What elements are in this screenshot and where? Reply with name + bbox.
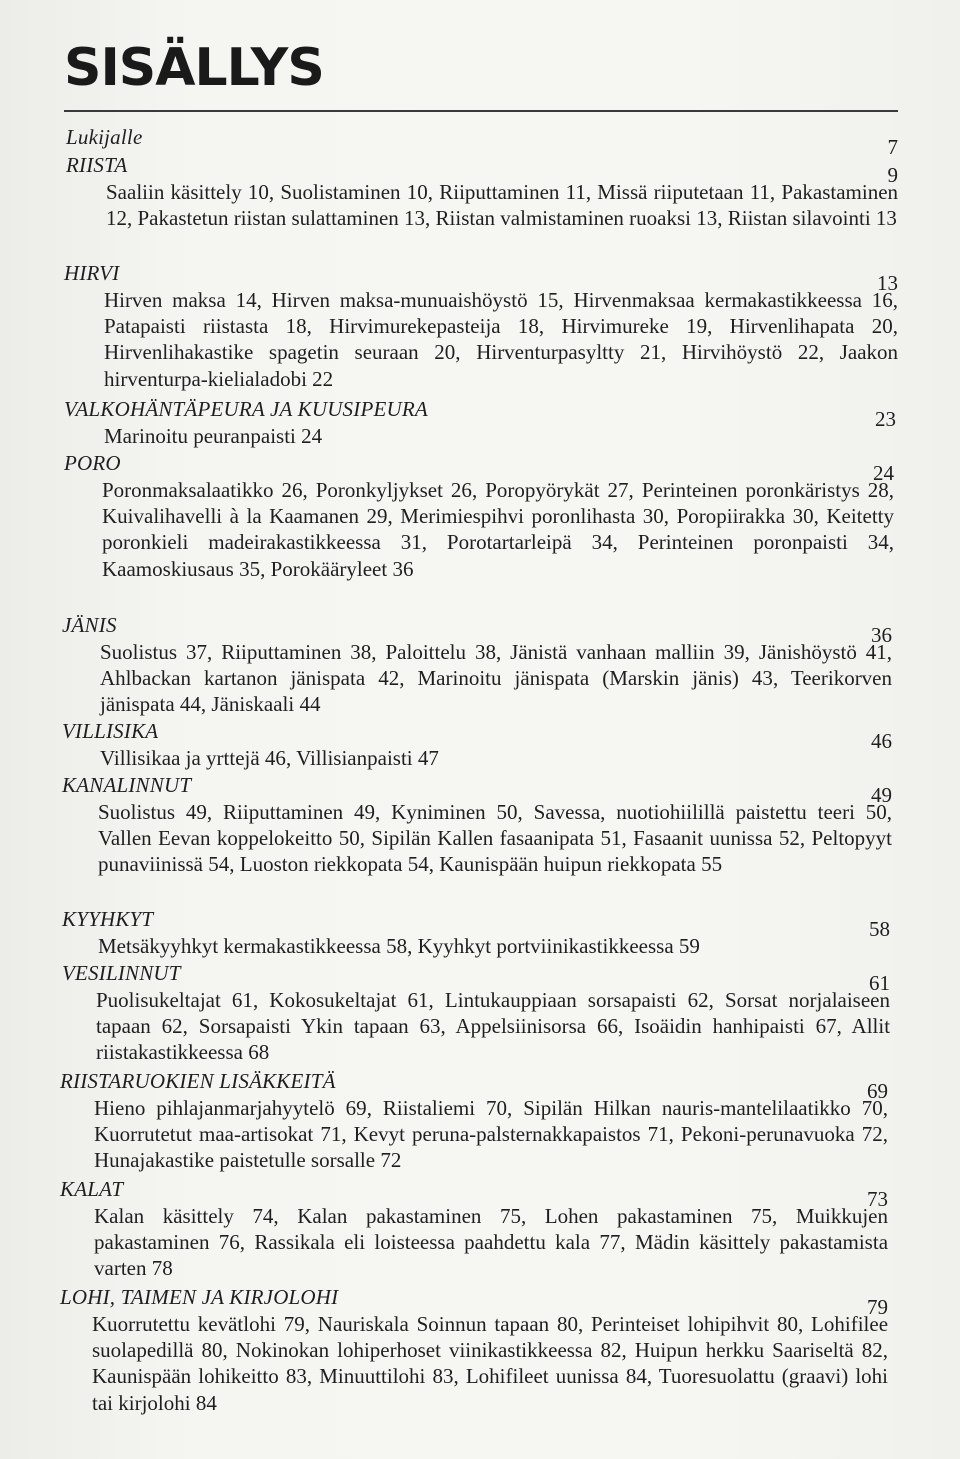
section-page-number: 46 [871, 729, 892, 753]
toc-entry: Hirvimureke 19 [561, 314, 708, 339]
toc-entry: Suolistus 37 [100, 640, 207, 664]
toc-section-heading [0, 612, 960, 647]
toc-entry: Isoäidin hanhipaisti 67 [634, 1014, 837, 1039]
toc-entry: Muikkujen pakastaminen 76 [94, 1204, 888, 1255]
section-entries: Hirven maksa 14, Hirven maksa-munuaishöystö 15, Hirvenmaksaa kermakastikkeessa 16, Patapaisti riistasta 18, Hirvimurekepasteija 18, Hirvimureke 19, Hirvenlihapata 20, Hirvenlihakastike spagetin seuraan 20, Hirventurpasyltty 21, Hirvihöystö 22, Jaakon hirventurpa-kielialadobi 22 [104, 288, 899, 391]
toc-entry: Keitetty poronkieli madeirakastikkeessa 31 [102, 504, 895, 555]
toc-entry: Fasaanit uunissa 52 [633, 826, 800, 851]
toc-entry: Vallen Eevan koppelokeitto 50 [98, 826, 360, 851]
section-title: KANALINNUT [62, 773, 192, 797]
section-title: VILLISIKA [62, 719, 159, 743]
section-title: Lukijalle [66, 125, 143, 149]
toc-entry: Ahlbackan kartanon jänispata 42 [100, 666, 400, 691]
toc-entry: Puolisukeltajat 61 [96, 988, 253, 1012]
toc-entry: Kevyt peruna-palsternakkapaistos 71 [353, 1122, 669, 1147]
section-entries: Villisikaa ja yrttejä 46, Villisianpaisti 47 [100, 746, 439, 770]
toc-entry: Kuorrutettu kevätlohi 79 [92, 1312, 305, 1336]
toc-entry: Riistan silavointi 13 [727, 206, 897, 231]
section-title: VALKOHÄNTÄPEURA JA KUUSIPEURA [64, 397, 428, 421]
toc-section [0, 718, 960, 771]
section-title: KYYHKYT [62, 907, 154, 931]
toc-section-heading [0, 772, 960, 807]
section-page-number: 73 [867, 1187, 888, 1211]
toc-section [0, 960, 960, 1066]
toc-section [0, 1176, 960, 1282]
toc-section-heading [0, 450, 960, 485]
toc-entry: Hieno pihlajanmarjahyytelö 69 [94, 1096, 367, 1120]
toc-entry: Kyniminen 50 [391, 800, 518, 824]
section-page-number: 7 [887, 135, 898, 159]
toc-section [0, 1284, 960, 1416]
toc-entry: Hirven maksa 14 [104, 288, 257, 312]
section-page-number: 58 [869, 917, 890, 941]
toc-entry: Sorsat norjalaiseen tapaan 62 [96, 988, 890, 1039]
section-entries: Poronmaksalaatikko 26, Poronkyljykset 26, Poropyörykät 27, Perinteinen poronkäristys 28, Kuivalihavelli à la Kaamanen 29, Merimiespihvi poronlihasta 30, Poropiirakka 30, Keitetty poronkieli madeirakastikkeessa 31, Porotartarleipä 34, Perinteinen poronpaisti 34, Kaamoskiusaus 35, Porokääryleet 36 [102, 478, 895, 581]
title-rule [64, 110, 898, 112]
page-title: SISÄLLYS [64, 38, 324, 98]
toc-entry: Hirvihöystö 22 [681, 340, 819, 365]
section-page-number: 49 [871, 783, 892, 807]
toc-entry: Hirvimurekepasteija 18 [329, 314, 539, 339]
toc-entry: Lohifileet uunissa 84 [465, 1364, 647, 1389]
toc-entry: Hirvenlihakastike spagetin seuraan 20 [104, 340, 456, 365]
toc-entry: Jaakon hirventurpa-kielialadobi 22 [104, 340, 899, 391]
toc-section-heading [0, 906, 960, 941]
toc-entry: Lohen pakastaminen 75 [544, 1204, 773, 1228]
toc-entry: Luoston riekkopata 54 [239, 852, 429, 877]
toc-entry: Tuoresuolattu (graavi) lohi tai kirjolohi 84 [92, 1364, 889, 1415]
toc-section [0, 124, 960, 159]
toc-entry: Villisikaa ja yrttejä 46 [100, 746, 286, 770]
section-entries: Metsäkyyhkyt kermakastikkeessa 58, Kyyhkyt portviinikastikkeessa 59 [98, 934, 700, 958]
section-title: JÄNIS [62, 613, 117, 637]
toc-entry: Merimiespihvi poronlihasta 30 [400, 504, 664, 529]
toc-entry: Kaunispään huipun riekkopata 55 [439, 852, 723, 877]
toc-entry: Hirvenlihapata 20 [729, 314, 893, 339]
toc-entry: Kaunispään lohikeitto 83 [92, 1364, 307, 1389]
toc-entry: Porotartarleipä 34 [446, 530, 613, 555]
toc-entry: Kuorrutetut maa-artisokat 71 [94, 1122, 342, 1147]
toc-entry: Lintukauppiaan sorsapaisti 62 [444, 988, 709, 1012]
toc-entry: Suolistus 49 [98, 800, 207, 824]
toc-entry: Hirven maksa-munuaishöystö 15 [271, 288, 559, 312]
toc-entry: Appelsiinisorsa 66 [455, 1014, 618, 1039]
toc-entry: Metsäkyyhkyt kermakastikkeessa 58 [98, 934, 408, 958]
toc-entry: Pekoni-perunavuoka 72 [680, 1122, 883, 1147]
toc-entry: Pakastaminen 12 [106, 180, 899, 231]
toc-entry: Teerikorven jänispata 44 [100, 666, 893, 717]
toc-entry: Allit riistakastikkeessa 68 [96, 1014, 891, 1065]
toc-entry: Kalan pakastaminen 75 [297, 1204, 521, 1228]
toc-entry: Rassikala eli loisteessa paahdettu kala 77 [254, 1230, 621, 1255]
toc-entry: Sipilän Kallen fasaanipata 51 [371, 826, 622, 851]
section-page-number: 9 [887, 163, 898, 187]
toc-entry: Kaamoskiusaus 35 [102, 556, 261, 581]
section-entries: Kalan käsittely 74, Kalan pakastaminen 75, Lohen pakastaminen 75, Muikkujen pakastaminen 76, Rassikala eli loisteessa paahdettu kala 77, Mädin käsittely pakastamista varten 78 [94, 1204, 889, 1281]
toc-entry: Hunajakastike paistetulle sorsalle 72 [94, 1148, 402, 1173]
toc-entry: Minuuttilohi 83 [319, 1364, 454, 1389]
toc-section-heading [0, 1176, 960, 1211]
section-entries: Hieno pihlajanmarjahyytelö 69, Riistaliemi 70, Sipilän Hilkan nauris-mantelilaatikko 70, Kuorrutetut maa-artisokat 71, Kevyt peruna-palsternakkapaistos 71, Pekoni-perunavuoka 72, Hunajakastike paistetulle sorsalle 72 [94, 1096, 888, 1173]
toc-section-heading [0, 1284, 960, 1319]
toc-entry: Riiputtaminen 11 [439, 180, 586, 204]
toc-entry: Perinteinen poronpaisti 34 [637, 530, 889, 555]
section-page-number: 69 [867, 1079, 888, 1103]
toc-section-heading [0, 960, 960, 995]
toc-entry: Perinteinen poronkäristys 28 [641, 478, 889, 502]
toc-entry: Missä riiputetaan 11 [597, 180, 770, 204]
section-title: LOHI, TAIMEN JA KIRJOLOHI [60, 1285, 339, 1309]
toc-section-heading [0, 396, 960, 431]
section-title: RIISTA [66, 153, 128, 177]
toc-entry: Patapaisti riistasta 18 [104, 314, 307, 339]
toc-entry: Riiputtaminen 49 [223, 800, 376, 824]
toc-section-heading [0, 718, 960, 753]
toc-entry: Jänistä vanhaan malliin 39 [510, 640, 745, 664]
toc-entry: Pakastetun riistan sulattaminen 13 [137, 206, 426, 231]
section-page-number: 79 [867, 1295, 888, 1319]
toc-entry: Sorsapaisti Ykin tapaan 63 [198, 1014, 441, 1039]
toc-entry: Hirvenmaksaa kermakastikkeessa 16 [573, 288, 893, 312]
section-title: KALAT [60, 1177, 124, 1201]
toc-section-heading [0, 1068, 960, 1103]
toc-entry: Jäniskaali 44 [211, 692, 321, 717]
section-entries [104, 423, 896, 449]
toc-entry: Nokinokan lohiperhoset viinikastikkeessa 82 [235, 1338, 622, 1363]
toc-entry: Villisianpaisti 47 [296, 746, 439, 770]
toc-entry: Sipilän Hilkan nauris-mantelilaatikko 70 [523, 1096, 883, 1120]
toc-section-heading [0, 124, 960, 159]
toc-entry: Paloittelu 38 [385, 640, 496, 664]
toc-entry: Marinoitu peuranpaisti 24 [104, 424, 323, 448]
toc-entry: Kyyhkyt portviinikastikkeessa 59 [417, 934, 700, 958]
toc-entry: Jänishöystö 41 [758, 640, 887, 664]
toc-entry: Riistaliemi 70 [382, 1096, 508, 1120]
toc-entry: Riistan valmistaminen ruoaksi 13 [435, 206, 718, 231]
toc-entry: Lohifilee suolapedillä 80 [92, 1312, 889, 1363]
toc-entry: Poronkyljykset 26 [315, 478, 472, 502]
toc-entry: Peltopyyt punaviinissä 54 [98, 826, 893, 877]
section-title: PORO [64, 451, 121, 475]
toc-entry: Kokosukeltajat 61 [269, 988, 429, 1012]
toc-entry: Marinoitu jänispata (Marskin jänis) 43 [417, 666, 773, 691]
toc-entry: Porokääryleet 36 [270, 556, 414, 581]
toc-section-heading [0, 152, 960, 187]
toc-section-heading [0, 260, 960, 295]
toc-entry: Saaliin käsittely 10 [106, 180, 269, 204]
toc-entry: Hirventurpasyltty 21 [476, 340, 661, 365]
section-title: HIRVI [64, 261, 120, 285]
section-entries: Saaliin käsittely 10, Suolistaminen 10, Riiputtaminen 11, Missä riiputetaan 11, Pakastaminen 12, Pakastetun riistan sulattaminen 13, Riistan valmistaminen ruoaksi 13, Riistan silavointi 13 [106, 180, 899, 231]
toc-section [0, 450, 960, 582]
toc-section [0, 612, 960, 718]
toc-entry: Kalan käsittely 74 [94, 1204, 274, 1228]
section-title: RIISTARUOKIEN LISÄKKEITÄ [60, 1069, 336, 1093]
section-page-number: 24 [873, 461, 894, 485]
toc-entry: Poropiirakka 30 [676, 504, 814, 529]
toc-entry: Mädin käsittely pakastamista varten 78 [94, 1230, 889, 1281]
toc-section [0, 772, 960, 878]
section-entries: Suolistus 37, Riiputtaminen 38, Paloittelu 38, Jänistä vanhaan malliin 39, Jänishöystö 41, Ahlbackan kartanon jänispata 42, Marinoitu jänispata (Marskin jänis) 43, Teerikorven jänispata 44, Jäniskaali 44 [100, 640, 893, 717]
toc-entry: Poronmaksalaatikko 26 [102, 478, 303, 502]
section-page-number: 23 [875, 407, 896, 431]
toc-entry: Savessa, nuotiohiilillä paistettu teeri 50 [533, 800, 887, 824]
section-entries: Kuorrutettu kevätlohi 79, Nauriskala Soinnun tapaan 80, Perinteiset lohipihvit 80, Lohifilee suolapedillä 80, Nokinokan lohiperhoset viinikastikkeessa 82, Huipun herkku Saariseltä 82, Kaunispään lohikeitto 83, Minuuttilohi 83, Lohifileet uunissa 84, Tuoresuolattu (graavi) lohi tai kirjolohi 84 [92, 1312, 889, 1415]
toc-section [0, 1068, 960, 1174]
toc-entry: Perinteiset lohipihvit 80 [591, 1312, 798, 1336]
toc-entry: Kuivalihavelli à la Kaamanen 29 [102, 504, 388, 529]
toc-section [0, 396, 960, 449]
toc-entry: Nauriskala Soinnun tapaan 80 [317, 1312, 578, 1336]
toc-entry: Poropyörykät 27 [485, 478, 629, 502]
toc-section [0, 152, 960, 231]
toc-section [0, 906, 960, 959]
section-page-number: 36 [871, 623, 892, 647]
section-title: VESILINNUT [62, 961, 181, 985]
section-page-number: 61 [869, 971, 890, 995]
toc-entry: Huipun herkku Saariseltä 82 [634, 1338, 883, 1363]
section-page-number: 13 [877, 271, 898, 295]
toc-section [0, 260, 960, 392]
section-entries: Puolisukeltajat 61, Kokosukeltajat 61, Lintukauppiaan sorsapaisti 62, Sorsat norjalaiseen tapaan 62, Sorsapaisti Ykin tapaan 63, Appelsiinisorsa 66, Isoäidin hanhipaisti 67, Allit riistakastikkeessa 68 [96, 988, 891, 1065]
toc-entry: Suolistaminen 10 [280, 180, 428, 204]
section-entries: Suolistus 49, Riiputtaminen 49, Kyniminen 50, Savessa, nuotiohiilillä paistettu teeri 50, Vallen Eevan koppelokeitto 50, Sipilän Kallen fasaanipata 51, Fasaanit uunissa 52, Peltopyyt punaviinissä 54, Luoston riekkopata 54, Kaunispään huipun riekkopata 55 [98, 800, 893, 877]
toc-entry: Riiputtaminen 38 [221, 640, 372, 664]
